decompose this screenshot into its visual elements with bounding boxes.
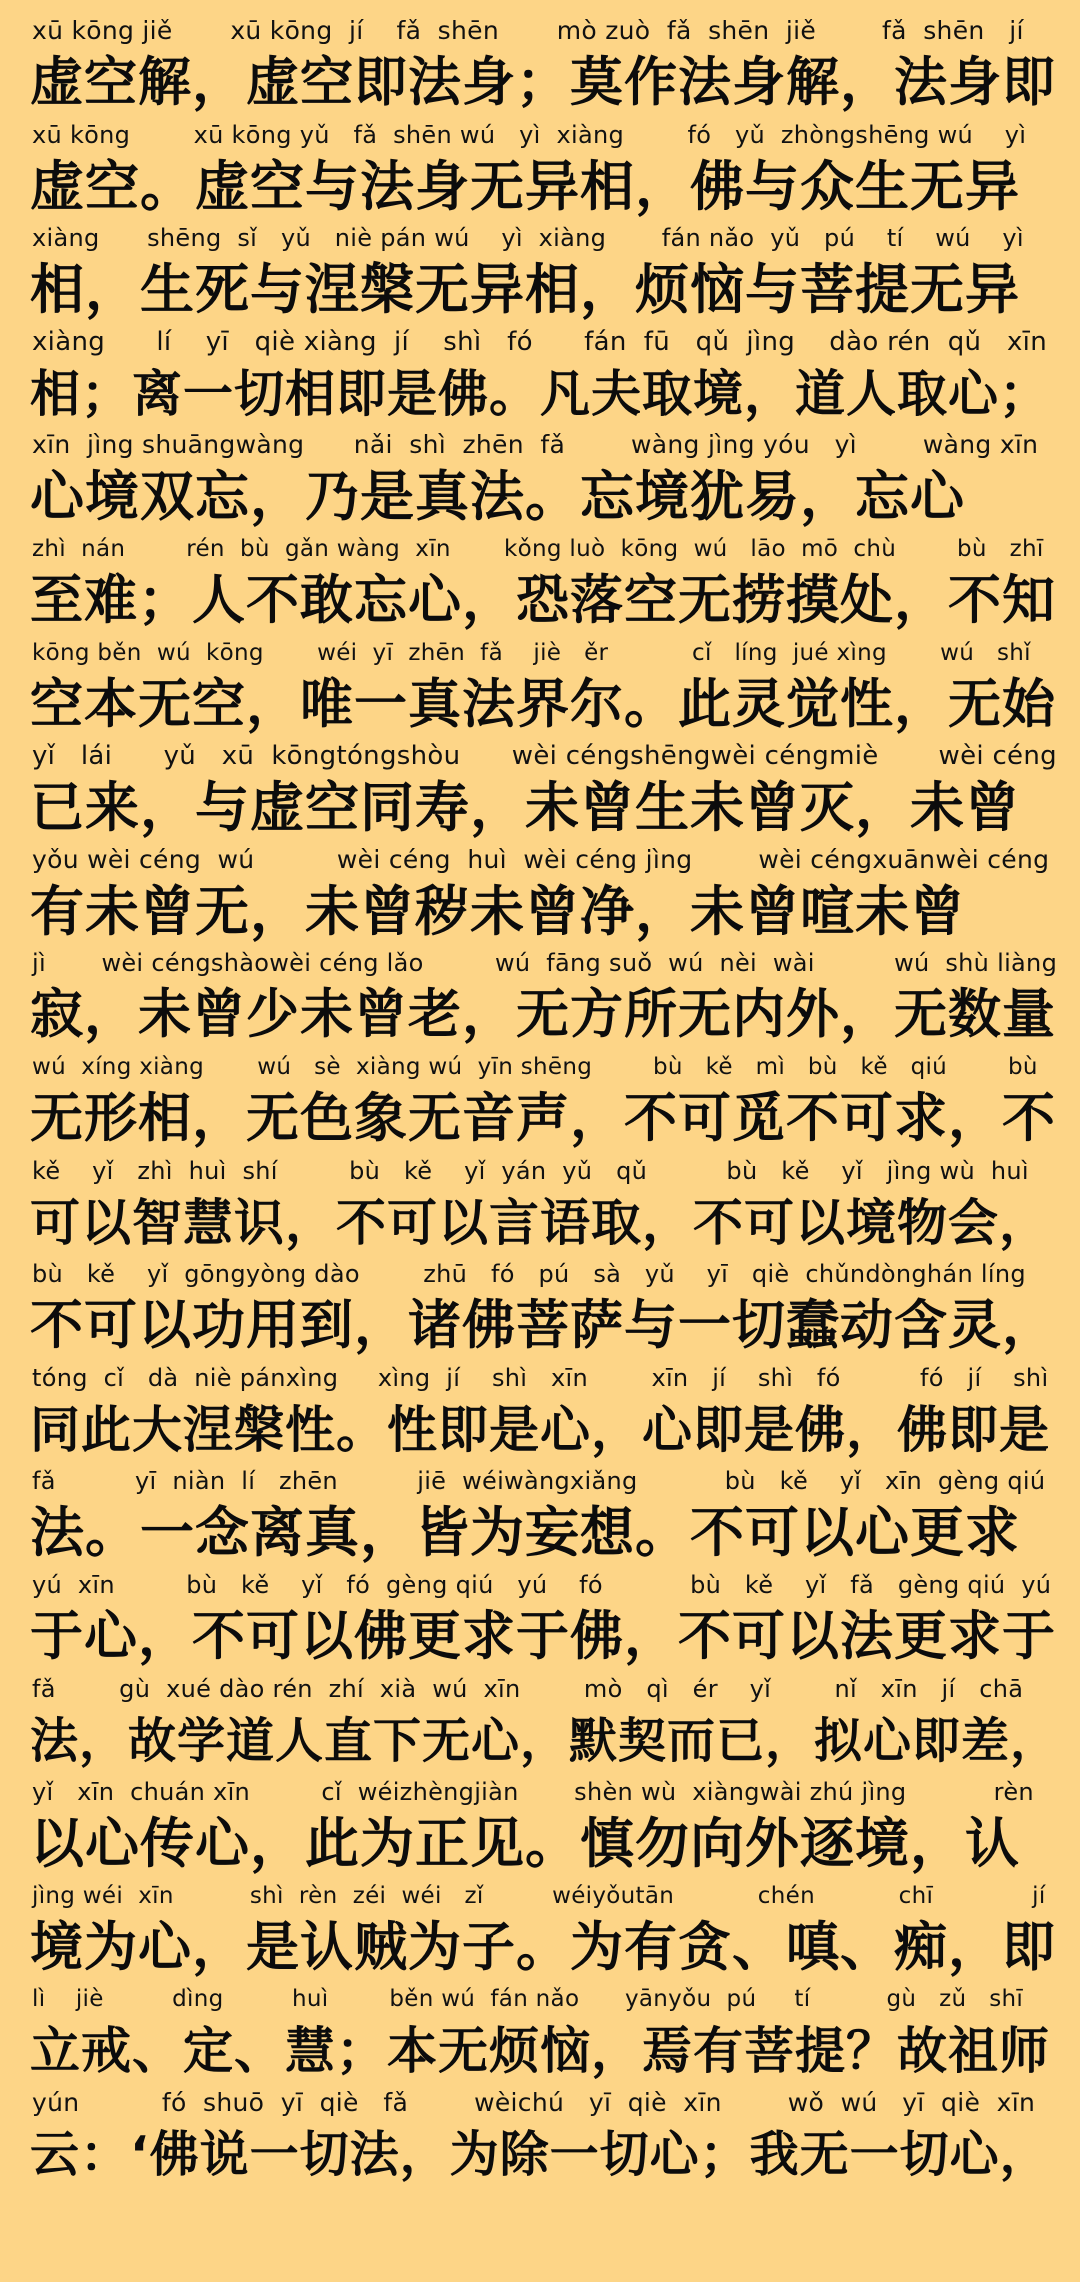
text-line	[30, 1775, 1060, 1877]
text-line	[30, 946, 1060, 1048]
pinyin-annotation: jì wèi céngshàowèi céng lǎo wú fāng suǒ wú nèi wài wú shù liàng	[32, 949, 1058, 978]
chinese-text: 空本无空，唯一真法界尔。此灵觉性，无始	[30, 673, 1056, 735]
text-line	[30, 1982, 1060, 2084]
text-line	[30, 739, 1060, 841]
pinyin-annotation: fǎ yī niàn lí zhēn jiē wéiwàngxiǎng bù kě yǐ xīn gèng qiú	[32, 1467, 1046, 1496]
text-line	[30, 1050, 1060, 1152]
text-line	[30, 532, 1060, 634]
pinyin-annotation: kōng běn wú kōng wéi yī zhēn fǎ jiè ěr cǐ líng jué xìng wú shǐ	[32, 639, 1031, 666]
chinese-text: 立戒、定、慧；本无烦恼，焉有菩提？故祖师	[30, 2022, 1050, 2081]
pinyin-annotation: yú xīn bù kě yǐ fó gèng qiú yú fó bù kě yǐ fǎ gèng qiú yú	[32, 1571, 1052, 1599]
pinyin-annotation: xiàng lí yī qiè xiàng jí shì fó fán fū qǔ jìng dào rén qǔ xīn	[32, 326, 1047, 357]
chinese-text: 有未曾无，未曾秽未曾净，未曾喧未曾	[30, 879, 965, 943]
text-line	[30, 843, 1060, 945]
chinese-text: 于心，不可以佛更求于佛，不可以法更求于	[30, 1606, 1056, 1667]
text-line	[30, 325, 1060, 427]
pinyin-annotation: wú xíng xiàng wú sè xiàng wú yīn shēng bù kě mì bù kě qiú bù	[32, 1054, 1038, 1080]
chinese-text: 云：‘佛说一切法，为除一切心；我无一切心，	[30, 2126, 1050, 2183]
pinyin-annotation: bù kě yǐ gōngyòng dào zhū fó pú sà yǔ yī qiè chǔndònghán líng	[32, 1260, 1026, 1289]
chinese-text: 已来，与虚空同寿，未曾生未曾灭，未曾	[30, 776, 1020, 840]
text-line	[30, 1154, 1060, 1256]
pinyin-annotation: yǐ xīn chuán xīn cǐ wéizhèngjiàn shèn wù xiàngwài zhú jìng rèn	[32, 1778, 1034, 1807]
chinese-text: 法。一念离真，皆为妄想。不可以心更求	[30, 1501, 1020, 1565]
chinese-text: 寂，未曾少未曾老，无方所无内外，无数量	[30, 984, 1056, 1046]
chinese-text: 同此大涅槃性。性即是心，心即是佛，佛即是	[30, 1400, 1050, 1459]
text-line	[30, 428, 1060, 530]
pinyin-annotation: fǎ gù xué dào rén zhí xià wú xīn mò qì ér yǐ nǐ xīn jí chā	[32, 1674, 1024, 1703]
chinese-text: 至难；人不敢忘心，恐落空无捞摸处，不知	[30, 570, 1056, 631]
pinyin-annotation: tóng cǐ dà niè pánxìng xìng jí shì xīn xīn jí shì fó fó jí shì	[32, 1363, 1049, 1392]
pinyin-annotation: xīn jìng shuāngwàng nǎi shì zhēn fǎ wàng jìng yóu yì wàng xīn	[32, 430, 1039, 460]
text-line	[30, 1257, 1060, 1359]
text-line	[30, 1879, 1060, 1981]
chinese-text: 相；离一切相即是佛。凡夫取境，道人取心；	[30, 364, 1050, 423]
pinyin-annotation: yún fó shuō yī qiè fǎ wèichú yī qiè xīn wǒ wú yī qiè xīn	[32, 2088, 1036, 2117]
text-line	[30, 118, 1060, 220]
chinese-text: 境为心，是认贼为子。为有贪、嗔、痴，即	[30, 1916, 1056, 1978]
text-line	[30, 636, 1060, 738]
text-line	[30, 1361, 1060, 1463]
chinese-text: 虚空。虚空与法身无异相，佛与众生无异	[30, 154, 1020, 218]
chinese-text: 虚空解，虚空即法身；莫作法身解，法身即	[30, 52, 1056, 113]
pinyin-annotation: zhì nán rén bù gǎn wàng xīn kǒng luò kōng wú lāo mō chù bù zhī	[32, 536, 1044, 562]
chinese-text: 无形相，无色象无音声，不可觅不可求，不	[30, 1088, 1056, 1149]
pinyin-annotation: xū kōng xū kōng yǔ fǎ shēn wú yì xiàng fó yǔ zhòngshēng wú yì	[32, 120, 1027, 149]
pinyin-annotation: yǐ lái yǔ xū kōngtóngshòu wèi céngshēngwèi céngmiè wèi céng	[32, 741, 1057, 772]
chinese-text: 不可以功用到，诸佛菩萨与一切蠢动含灵，	[30, 1295, 1056, 1357]
chinese-text: 心境双忘，乃是真法。忘境犹易，忘心	[30, 465, 965, 529]
text-line	[30, 221, 1060, 323]
text-line	[30, 1464, 1060, 1566]
text-line	[30, 1672, 1060, 1774]
text-line	[30, 1568, 1060, 1670]
pinyin-annotation: lì jiè dìng huì běn wú fán nǎo yānyǒu pú tí gù zǔ shī	[32, 1986, 1024, 2013]
pinyin-annotation: xiàng shēng sǐ yǔ niè pán wú yì xiàng fán nǎo yǔ pú tí wú yì	[32, 224, 1024, 253]
chinese-text: 以心传心，此为正见。慎勿向外逐境，认	[30, 1812, 1020, 1876]
pinyin-annotation: kě yǐ zhì huì shí bù kě yǐ yán yǔ qǔ bù kě yǐ jìng wù huì	[32, 1156, 1029, 1185]
pinyin-annotation: yǒu wèi céng wú wèi céng huì wèi céng jìng wèi céngxuānwèi céng	[32, 844, 1050, 874]
pinyin-annotation: xū kōng jiě xū kōng jí fǎ shēn mò zuò fǎ shēn jiě fǎ shēn jí	[32, 16, 1024, 45]
chinese-text: 可以智慧识，不可以言语取，不可以境物会，	[30, 1193, 1050, 1252]
pinyin-annotation: jìng wéi xīn shì rèn zéi wéi zǐ wéiyǒutān chén chī jí	[32, 1882, 1046, 1909]
chinese-text: 法，故学道人直下无心，默契而已，拟心即差，	[30, 1712, 1060, 1769]
chinese-text: 相，生死与涅槃无异相，烦恼与菩提无异	[30, 258, 1020, 322]
text-line	[30, 2086, 1060, 2188]
text-line	[30, 14, 1060, 116]
